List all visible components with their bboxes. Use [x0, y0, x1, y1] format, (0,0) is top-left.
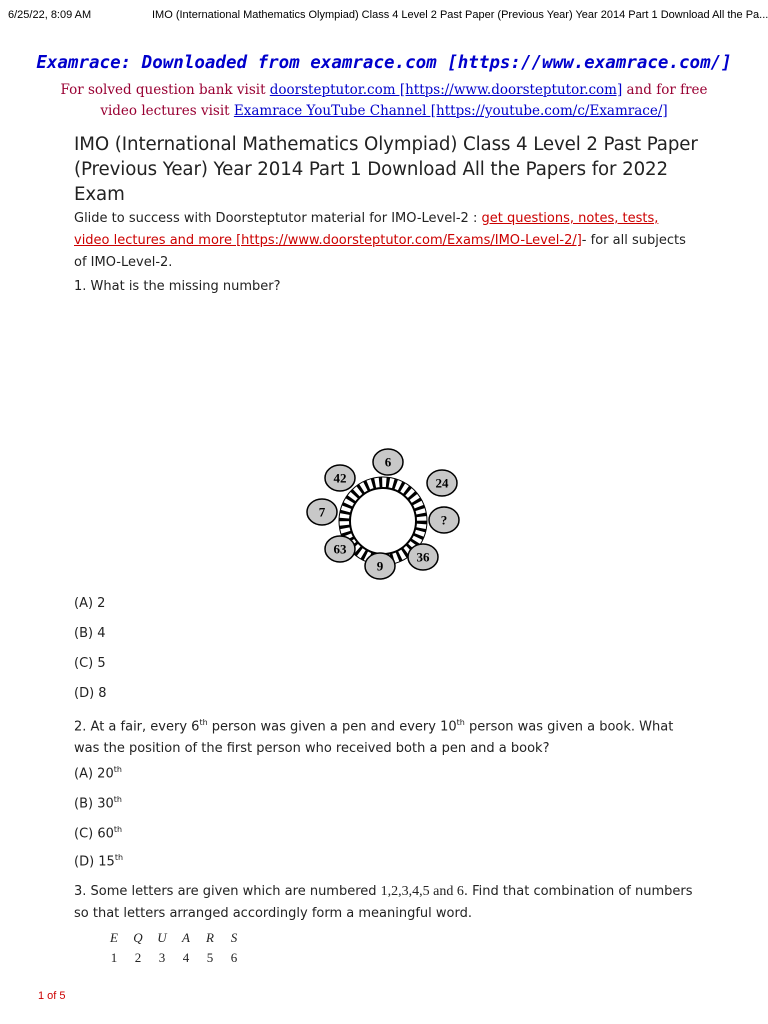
number: 3 — [158, 950, 166, 965]
q2-option-a-sup: th — [113, 765, 122, 774]
q3-letters-row — [102, 930, 246, 946]
ring-node-label: ? — [440, 512, 448, 528]
q2-option-c-text: (C) 60 — [74, 826, 114, 842]
question-2 — [74, 712, 694, 760]
glide-text — [74, 208, 694, 274]
q2-option-b — [74, 795, 122, 811]
q3-part-1: 3. Some letters are given which are numbered — [74, 884, 381, 899]
q2-option-d — [74, 853, 123, 869]
q2-sup-2: th — [456, 718, 465, 727]
q2-part-2: person was given a pen and every 10 — [207, 719, 457, 735]
q2-sup-1: th — [199, 718, 208, 727]
number: 2 — [134, 950, 142, 965]
q1-option-b: (B) 4 — [74, 626, 106, 641]
q2-option-b-text: (B) 30 — [74, 796, 114, 812]
ring-node-label: 63 — [333, 541, 347, 557]
page-title: IMO (International Mathematics Olympiad) Class 4 Level 2 Past Paper (Previous Year) Year 2014 Part 1 Download All the Papers for 2022 Exam — [74, 134, 698, 205]
ring-node-label: 9 — [376, 558, 384, 574]
doorsteptutor-link[interactable]: doorsteptutor.com [https://www.doorsteptutor.com] — [269, 82, 623, 98]
number: 1 — [110, 950, 118, 965]
q2-part-3: person was given a book. What was the position of the first person who received both a pen and a book? — [74, 719, 674, 757]
print-title: IMO (International Mathematics Olympiad) Class 4 Level 2 Past Paper (Previous Year) Year 2014 Part 1 Download All the Pa... — [152, 9, 768, 21]
q2-option-c — [74, 825, 122, 841]
q2-option-c-sup: th — [113, 825, 123, 834]
ring-node-label: 42 — [333, 470, 347, 486]
print-header — [0, 0, 768, 30]
q1-option-d: (D) 8 — [74, 686, 107, 701]
q1-option-a: (A) 2 — [74, 596, 106, 611]
question-3 — [74, 881, 704, 925]
q3-digits: 1,2,3,4,5 and 6 — [380, 884, 464, 899]
ring-node-label: 6 — [384, 454, 392, 470]
number-ring-diagram — [300, 445, 470, 585]
examrace-banner: Examrace: Downloaded from examrace.com [https://www.examrace.com/] — [36, 53, 732, 73]
letter: A — [182, 930, 190, 945]
page-counter: 1 of 5 — [38, 990, 66, 1002]
ring-node-label: 36 — [416, 549, 430, 565]
letter: S — [230, 930, 238, 945]
question-1: 1. What is the missing number? — [74, 279, 281, 294]
q2-option-d-sup: th — [114, 853, 124, 862]
letter: E — [110, 930, 118, 945]
q2-part-1: 2. At a fair, every 6 — [74, 719, 200, 735]
promo-text — [60, 80, 708, 122]
number: 4 — [182, 950, 190, 965]
ring-node-label: 7 — [318, 504, 326, 520]
q2-option-a — [74, 765, 122, 781]
q2-option-d-text: (D) 15 — [74, 854, 115, 870]
print-date: 6/25/22, 8:09 AM — [8, 9, 92, 21]
q2-option-a-text: (A) 20 — [74, 766, 114, 782]
imo-link[interactable]: get questions, notes, tests, video lectures and more [https://www.doorsteptutor.com/Exams/IMO-Level-2/] — [74, 211, 659, 248]
promo-text-2: and for free video lectures visit — [100, 82, 708, 119]
letter: Q — [133, 930, 143, 945]
q3-part-2: . Find that combination of numbers so that letters arranged accordingly form a meaningful word. — [74, 884, 693, 921]
q1-option-c: (C) 5 — [74, 656, 106, 671]
glide-text-2: - for all subjects of IMO-Level-2. — [74, 233, 686, 270]
number: 5 — [206, 950, 214, 965]
number: 6 — [230, 950, 238, 965]
glide-text-1: Glide to success with Doorsteptutor material for IMO-Level-2 : — [74, 211, 482, 226]
youtube-link[interactable]: Examrace YouTube Channel [https://youtube.com/c/Examrace/] — [233, 103, 668, 119]
q3-numbers-row — [102, 950, 246, 966]
letter: U — [157, 930, 167, 945]
ring-node-label: 24 — [435, 475, 449, 491]
letter: R — [206, 930, 214, 945]
promo-text-1: For solved question bank visit — [60, 82, 270, 98]
q2-option-b-sup: th — [113, 795, 122, 804]
